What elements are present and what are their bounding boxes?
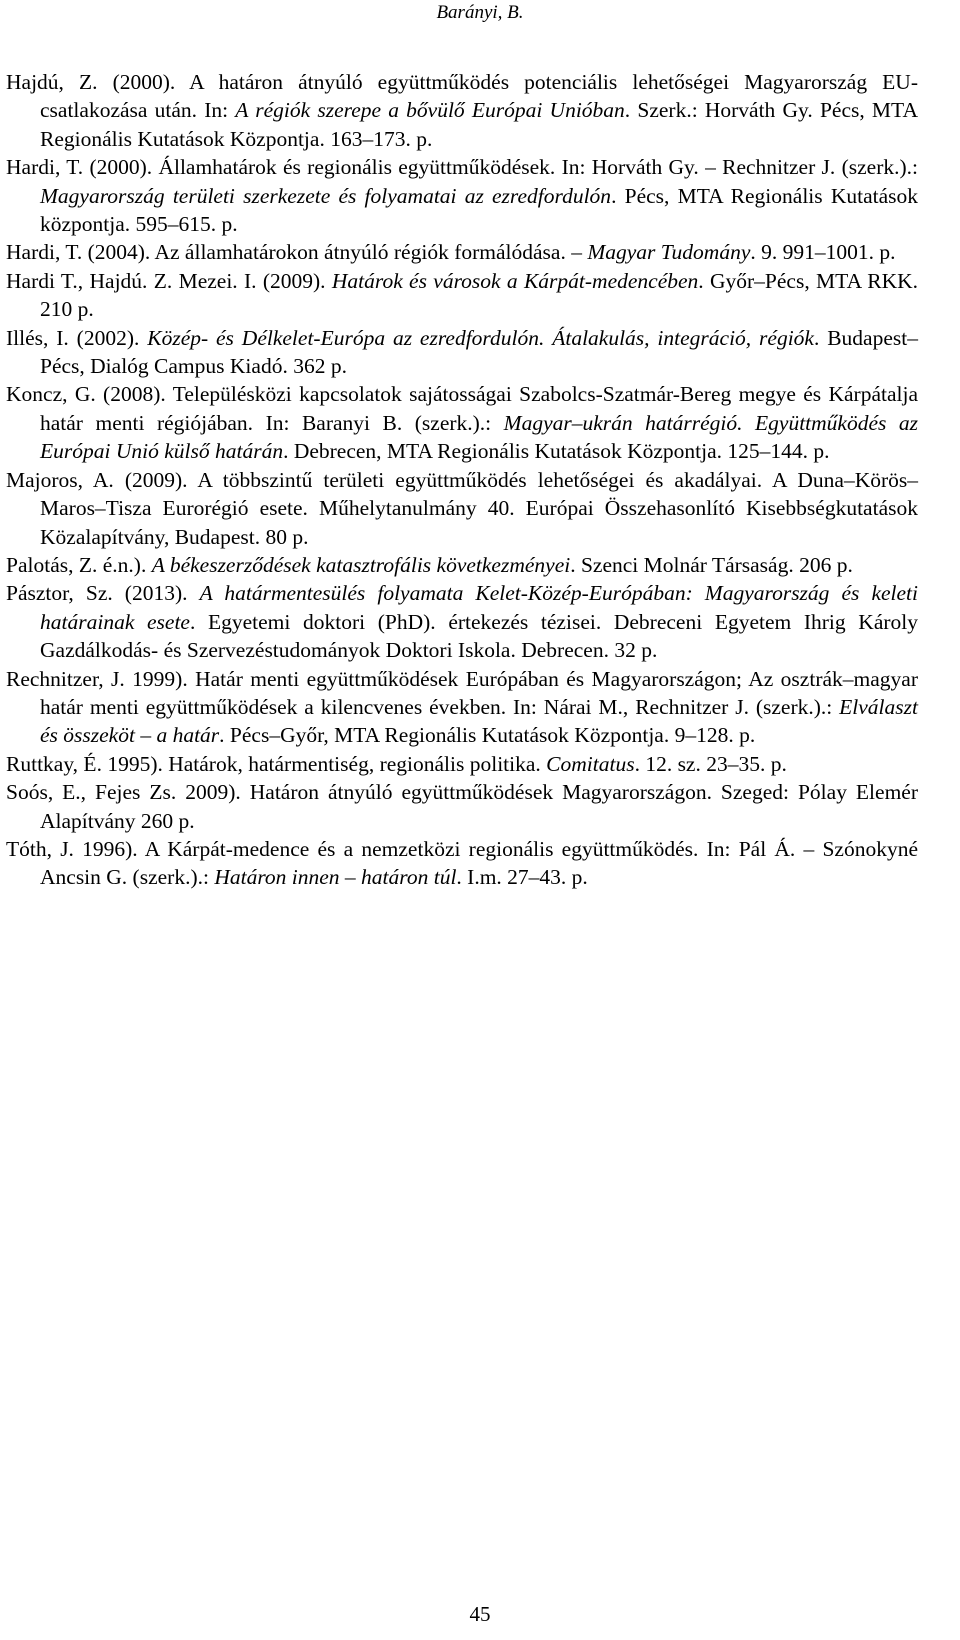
reference-text: Majoros, A. (2009). A többszintű területi együttműködés lehetőségei és akadályai. A Duna‒Körös‒Maros‒Tisza Eurorégió esete. Műhelytanulmány 40. Európai Összehasonlító Kisebbségkutatások Közalapítvány, Budapest. 80 p. <box>6 467 918 549</box>
reference-entry <box>6 267 918 324</box>
reference-text: Pásztor, Sz. (2013). <box>6 581 200 606</box>
reference-entry <box>6 551 918 579</box>
reference-entry <box>6 665 918 750</box>
reference-entry <box>6 466 918 551</box>
reference-text: . I.m. 27‒43. p. <box>456 865 588 890</box>
reference-text: Ruttkay, É. 1995). Határok, határmentiség, regionális politika. <box>6 751 547 776</box>
reference-text: Rechnitzer, J. 1999). Határ menti együttműködések Európában és Magyarországon; Az osztrák‒magyar határ menti együttműködések a kilencvenes években. In: Nárai M., Rechnitzer J. (szerk.).: <box>6 666 918 719</box>
reference-text: Hardi, T. (2000). Államhatárok és regionális együttműködések. In: Horváth Gy. ‒ Rechnitzer J. (szerk.).: <box>6 155 918 180</box>
reference-text: Hajdú, Z. (2000). A határon átnyúló együttműködés potenciális lehetőségei Magyarország EU- csatlakozása után. In: <box>6 70 918 123</box>
reference-title-italic: Elválaszt és összeköt ‒ a határ <box>40 694 918 748</box>
reference-title-italic: A békeszerződések katasztrofális következményei <box>151 552 571 577</box>
reference-text: Hardi T., Hajdú. Z. Mezei. I. (2009). <box>6 268 332 293</box>
reference-entry <box>6 68 918 153</box>
reference-entry <box>6 238 918 266</box>
reference-title-italic: A régiók szerepe a bővülő Európai Unióban <box>235 98 625 123</box>
reference-text: Hardi, T. (2004). Az államhatárokon átnyúló régiók formálódása. ‒ <box>6 240 588 265</box>
reference-title-italic: A határmentesülés folyamata Kelet-Közép-Európában: Magyarország és keleti határainak esete <box>40 581 918 634</box>
reference-entry <box>6 324 918 381</box>
reference-text: . Pécs, MTA Regionális Kutatások központja. 595‒615. p. <box>40 183 918 237</box>
reference-text: Koncz, G. (2008). Településközi kapcsolatok sajátosságai Szabolcs-Szatmár-Bereg megye és Kárpátalja határ menti régiójában. In: Baranyi B. (szerk.).: <box>6 382 918 435</box>
running-head: Barányi, B. <box>436 2 524 23</box>
reference-text: . Debrecen, MTA Regionális Kutatások Központja. 125‒144. p. <box>283 439 830 464</box>
reference-text: . Győr‒Pécs, MTA RKK. 210 p. <box>40 268 919 322</box>
reference-text: . 9. 991‒1001. p. <box>750 240 896 265</box>
reference-title-italic: Magyar Tudomány <box>587 240 751 265</box>
reference-text: . Szerk.: Horváth Gy. Pécs, MTA Regionális Kutatások Központja. 163‒173. p. <box>40 98 918 151</box>
reference-list <box>6 68 918 892</box>
reference-title-italic: Magyar‒ukrán határrégió. Együttműködés az Európai Unió külső határán <box>40 410 918 464</box>
reference-text: Soós, E., Fejes Zs. 2009). Határon átnyúló együttműködések Magyarországon. Szeged: Pólay Elemér Alapítvány 260 p. <box>6 780 918 833</box>
reference-entry <box>6 750 918 778</box>
reference-text: Tóth, J. 1996). A Kárpát-medence és a nemzetközi regionális együttműködés. In: Pál Á. ‒ Szónokyné Ancsin G. (szerk.).: <box>6 836 918 890</box>
reference-text: . Budapest‒Pécs, Dialóg Campus Kiadó. 362 p. <box>40 325 918 379</box>
page-number: 45 <box>469 1602 491 1626</box>
reference-title-italic: Határon innen ‒ határon túl <box>214 865 457 890</box>
reference-entry <box>6 835 918 892</box>
reference-entry <box>6 579 918 664</box>
reference-title-italic: Magyarország területi szerkezete és folyamatai az ezredfordulón <box>40 183 612 208</box>
reference-entry <box>6 380 918 465</box>
reference-text: Palotás, Z. é.n.). <box>6 552 152 577</box>
reference-text: . 12. sz. 23‒35. p. <box>634 751 787 776</box>
reference-title-italic: Comitatus <box>546 751 635 776</box>
reference-title-italic: Határok és városok a Kárpát-medencében <box>331 268 699 293</box>
reference-entry <box>6 778 918 835</box>
reference-title-italic: Közép- és Délkelet-Európa az ezredfordulón. Átalakulás, integráció, régiók <box>147 325 814 350</box>
reference-entry <box>6 153 918 238</box>
reference-text: . Egyetemi doktori (PhD). értekezés tézisei. Debreceni Egyetem Ihrig Károly Gazdálkodás- és Szervezéstudományok Doktori Iskola. Debrecen. 32 p. <box>40 609 918 663</box>
reference-text: . Szenci Molnár Társaság. 206 p. <box>570 552 853 577</box>
reference-text: Illés, I. (2002). <box>6 325 148 350</box>
reference-text: . Pécs‒Győr, MTA Regionális Kutatások Központja. 9‒128. p. <box>219 723 756 748</box>
